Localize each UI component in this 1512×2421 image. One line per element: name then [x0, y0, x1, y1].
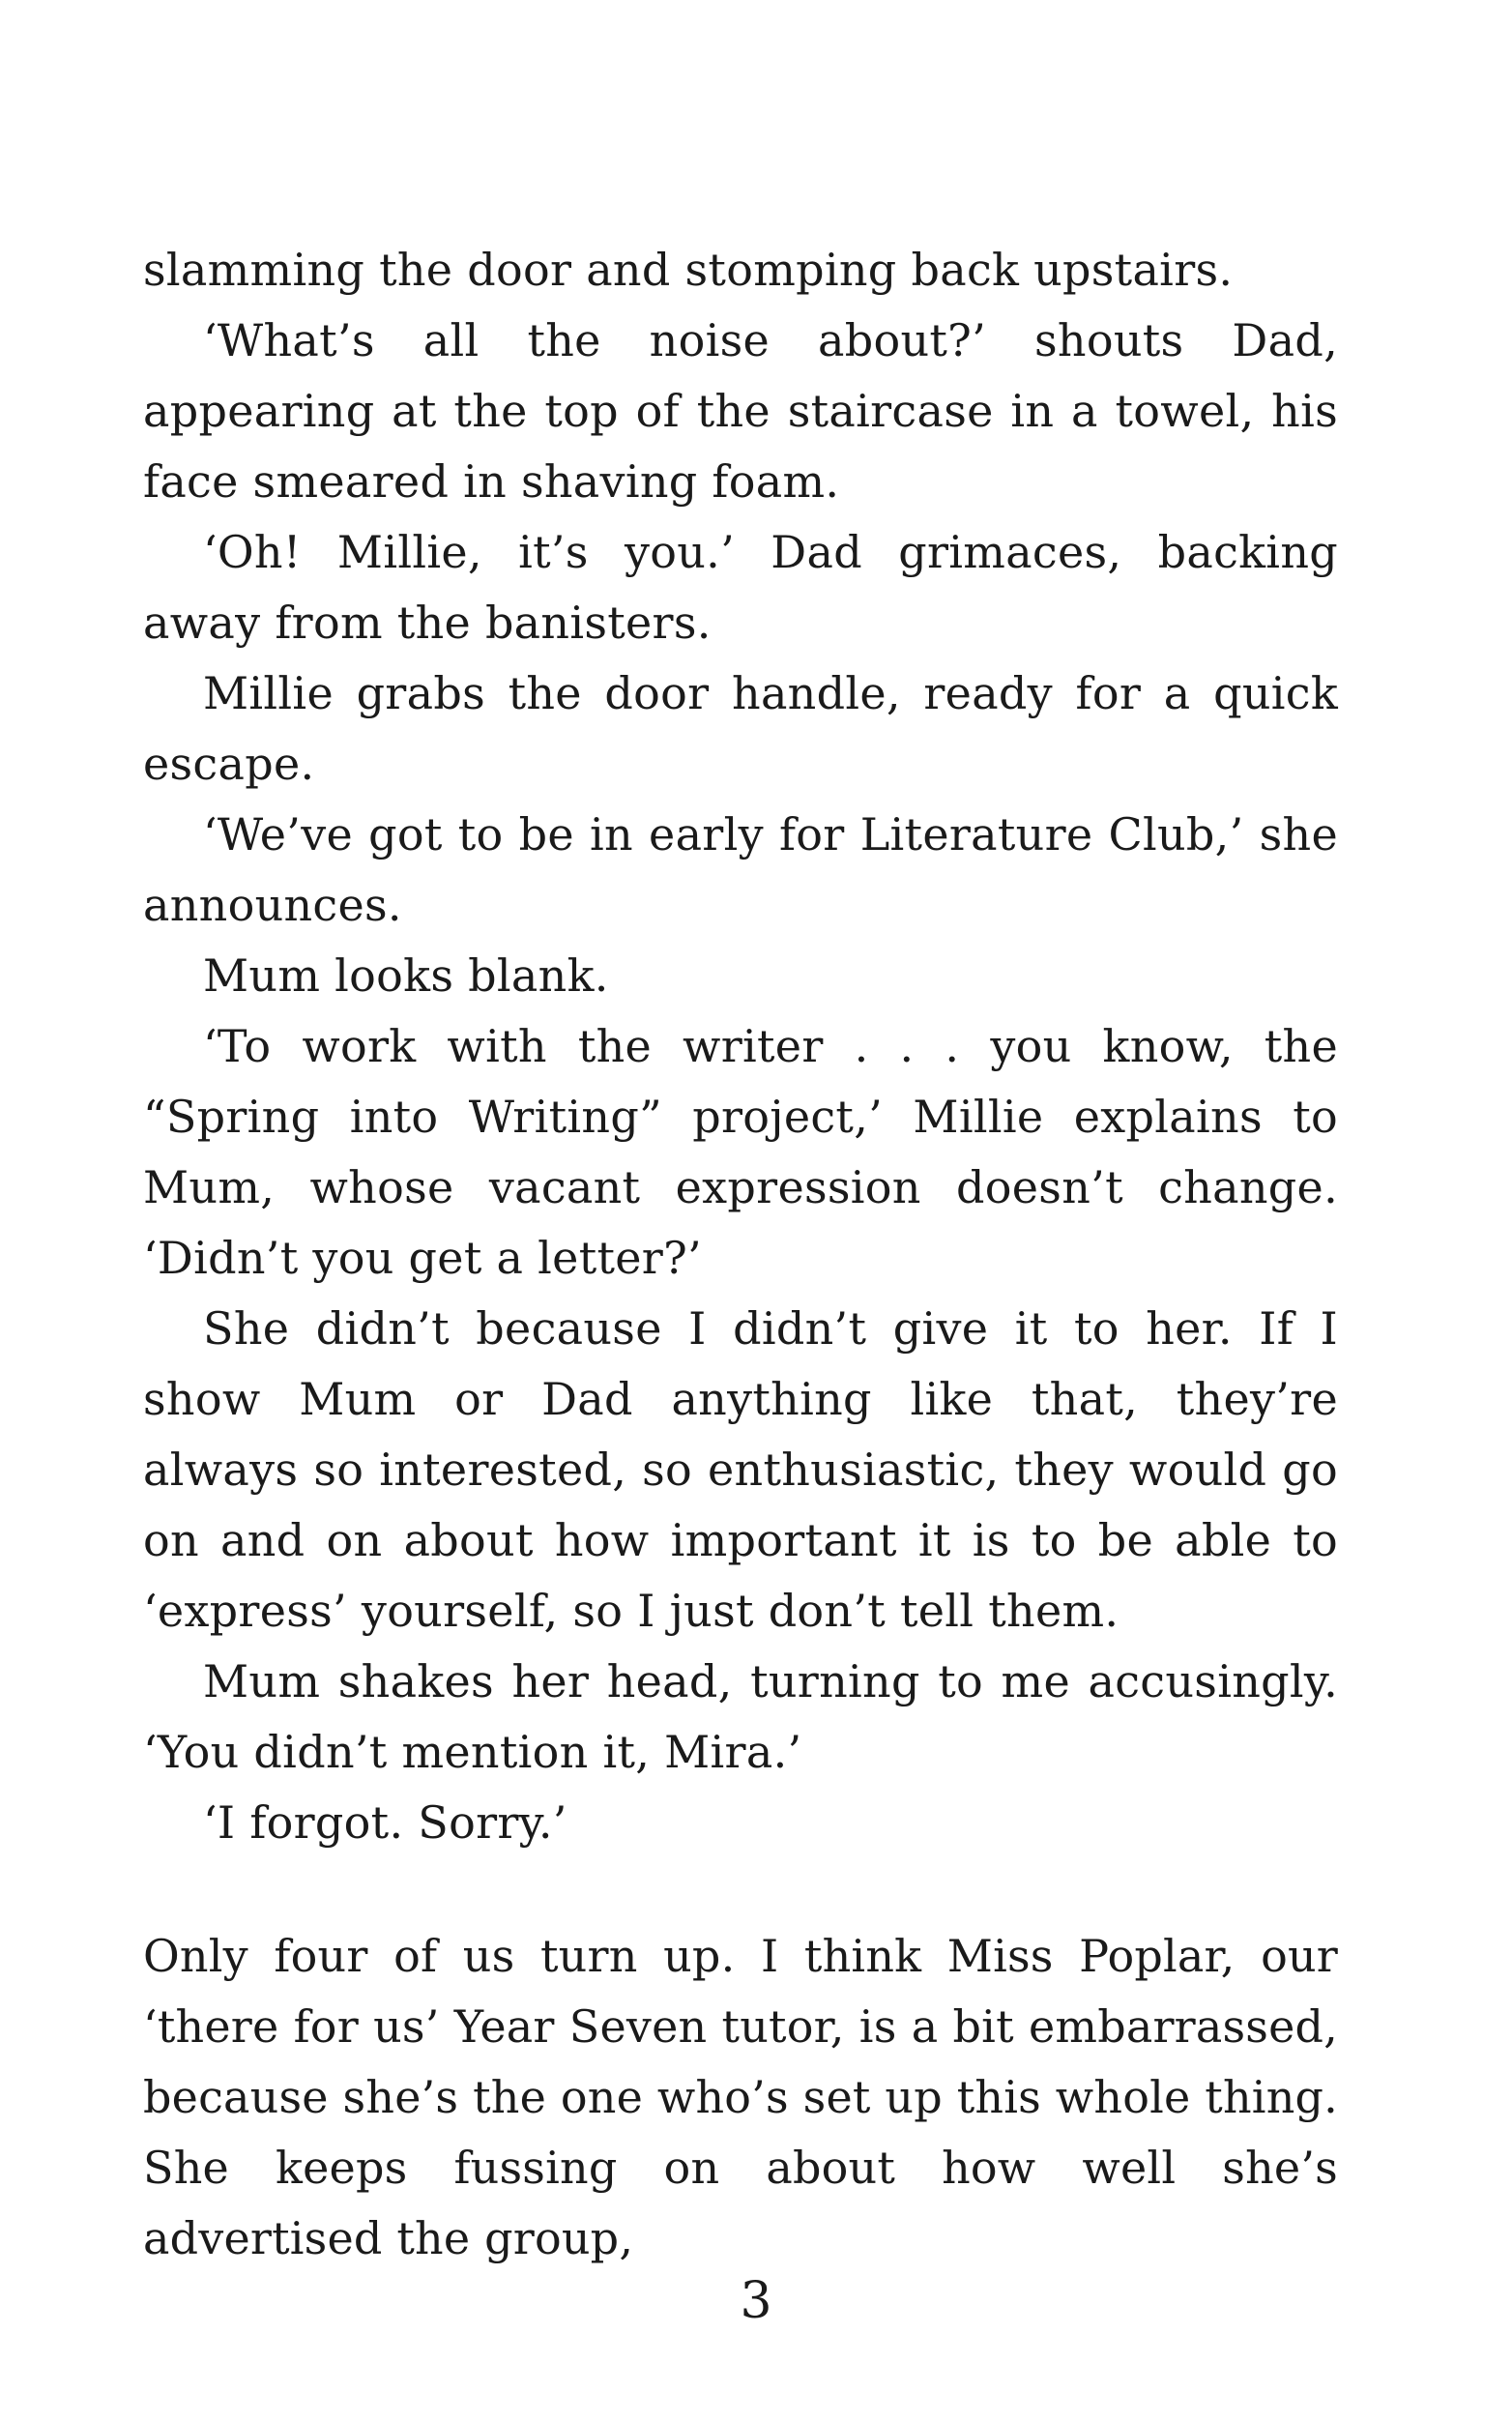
paragraph: ‘What’s all the noise about?’ shouts Dad, appearing at the top of the staircase in a towel, his face smeared in shaving foam.: [143, 314, 1338, 508]
paragraph: slamming the door and stomping back upstairs.: [143, 244, 1234, 296]
paragraph: ‘We’ve got to be in early for Literature Club,’ she announces.: [143, 808, 1338, 931]
text-section-one: [143, 235, 1338, 1858]
paragraph: ‘Oh! Millie, it’s you.’ Dad grimaces, backing away from the banisters.: [143, 526, 1338, 649]
paragraph: Mum looks blank.: [203, 949, 609, 1002]
paragraph: Millie grabs the door handle, ready for a quick escape.: [143, 667, 1338, 790]
paragraph: ‘I forgot. Sorry.’: [203, 1796, 567, 1849]
paragraph: Only four of us turn up. I think Miss Poplar, our ‘there for us’ Year Seven tutor, is a bit embarrassed, because she’s the one who’s set up this whole thing. She keeps fussing on about how well she’s advertised the group,: [143, 1930, 1338, 2264]
paragraph: She didn’t because I didn’t give it to her. If I show Mum or Dad anything like that, they’re always so interested, so enthusiastic, they would go on and on about how important it is to be able to ‘express’ yourself, so I just don’t tell them.: [143, 1302, 1338, 1637]
page-number: 3: [740, 2272, 772, 2330]
paragraph: ‘To work with the writer . . . you know, the “Spring into Writing” project,’ Millie explains to Mum, whose vacant expression doesn’t change. ‘Didn’t you get a letter?’: [143, 1020, 1338, 1284]
text-section-two: [143, 1921, 1338, 2274]
paragraph: Mum shakes her head, turning to me accusingly. ‘You didn’t mention it, Mira.’: [143, 1655, 1338, 1778]
